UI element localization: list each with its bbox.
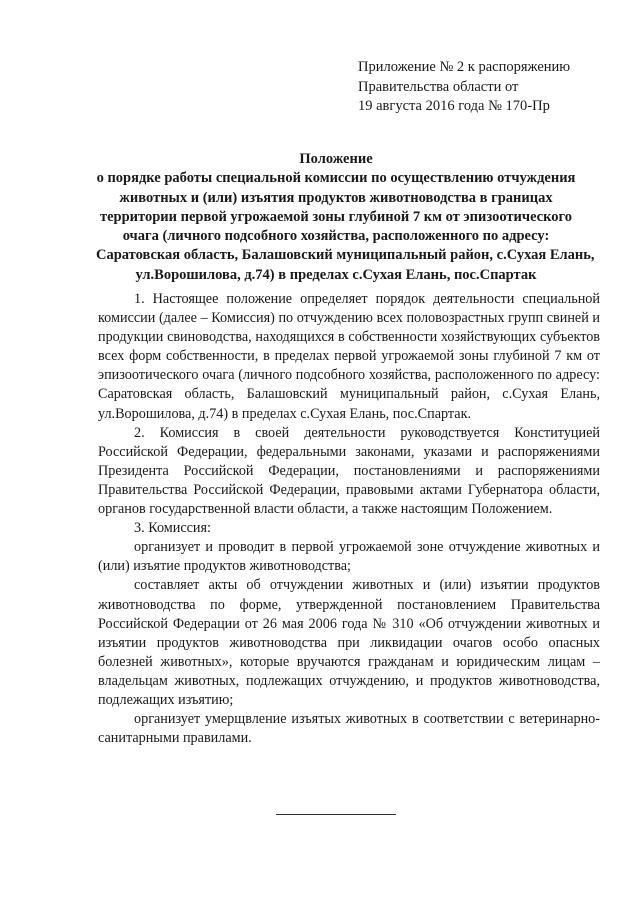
paragraph-6: организует умерщвление изъятых животных в соответствии с ветеринарно-санитарными правилами. (98, 711, 600, 747)
paragraph-2: 2. Комиссия в своей деятельности руководствуется Конституцией Российской Федерации, федеральными законами, указами и распоряжениями Президента Российской Федерации, постановлениями и распоряжениями Правительства Российской Федерации, правовыми актами Губернатора области, органов государственной власти области, а также настоящим Положением. (98, 424, 600, 518)
paragraph-5: составляет акты об отчуждении животных и (или) изъятии продуктов животноводства по форме, утвержденной постановлением Правительства Российской Федерации от 26 мая 2006 года № 310 «Об отчуждении животных и изъятии продуктов животноводства при ликвидации очагов особо опасных болезней животных», которые вручаются гражданам и юридическим лицам – владельцам животных, подлежащих отчуждению, и продуктов животноводства, подлежащих изъятию; (98, 577, 600, 708)
title-line-4: территории первой угрожаемой зоны глубиной 7 км от эпизоотического (99, 208, 572, 225)
appendix-line-2: Правительства области от (358, 78, 519, 95)
closing-divider (276, 814, 396, 815)
title-line-3: животных и (или) изъятия продуктов животноводства в границах (119, 189, 553, 206)
paragraph-1: 1. Настоящее положение определяет порядок деятельности специальной комиссии (далее – Комиссия) по отчуждению всех половозрастных групп свиней и продукции свиноводства, находящихся в собственности хозяйствующих субъектов всех форм собственности, в пределах первой угрожаемой зоны глубиной 7 км от эпизоотического очага (личного подсобного хозяйства, расположенного по адресу: Саратовская область, Балашовский муниципальный район, с.Сухая Елань, ул.Ворошилова, д.74) в пределах с.Сухая Елань, пос.Спартак. (98, 291, 600, 422)
appendix-reference (358, 58, 570, 117)
appendix-line-3: 19 августа 2016 года № 170-Пр (358, 98, 550, 114)
paragraph-3: 3. Комиссия: (134, 520, 211, 537)
title-line-6: Саратовская область, Балашовский муниципальный район, с.Сухая Елань, (96, 247, 595, 264)
title-line-7: ул.Ворошилова, д.74) в пределах с.Сухая Елань, пос.Спартак (135, 266, 537, 283)
title-line-2: о порядке работы специальной комиссии по осуществлению отчуждения (96, 170, 576, 187)
appendix-line-1: Приложение № 2 к распоряжению (358, 59, 571, 75)
document-title (96, 150, 595, 285)
document-body (98, 290, 600, 748)
title-line-5: очага (личного подсобного хозяйства, расположенного по адресу: (122, 228, 550, 245)
title-line-1: Положение (299, 151, 373, 167)
paragraph-4: организует и проводит в первой угрожаемой зоне отчуждение животных и (или) изъятие продуктов животноводства; (98, 539, 600, 575)
